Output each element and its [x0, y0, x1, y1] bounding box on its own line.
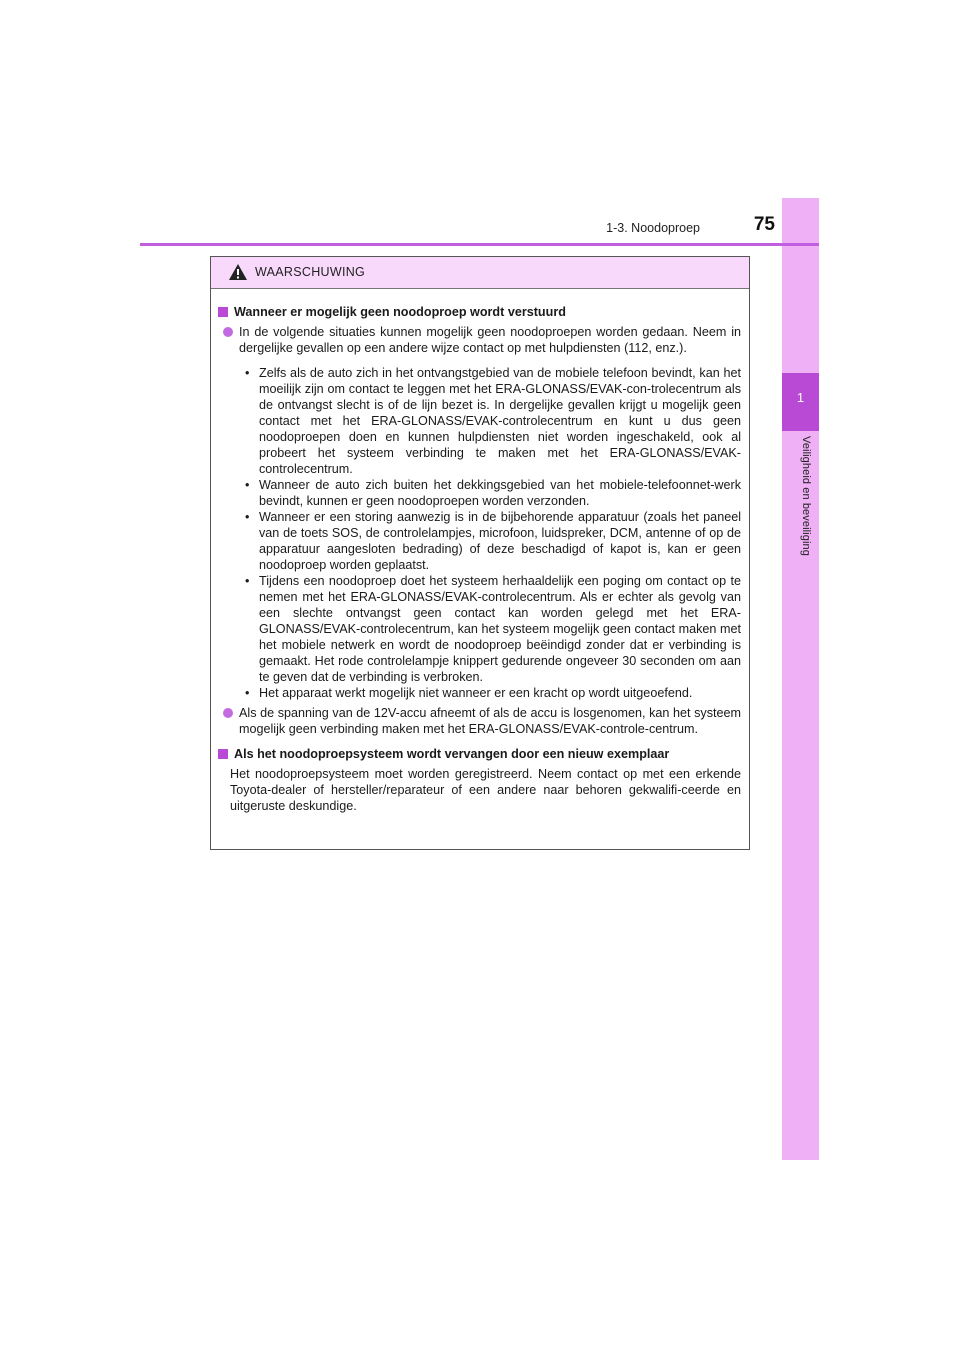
bullet-item	[245, 685, 741, 701]
warning-title: WAARSCHUWING	[255, 265, 366, 279]
square-bullet-icon	[218, 307, 228, 317]
dot-bullet-icon: •	[245, 510, 250, 524]
bullet-item	[245, 477, 741, 509]
bullet-item	[245, 573, 741, 685]
dot-bullet-icon: •	[245, 478, 250, 492]
section-heading-text: Wanneer er mogelijk geen noodoproep wordt verstuurd	[234, 305, 566, 319]
list-item-text: Als de spanning van de 12V-accu afneemt of als de accu is losgenomen, kan het systeem mogelijk geen verbinding maken met het ERA-GLONASS/EVAK-controle-centrum.	[239, 706, 741, 736]
section-heading	[218, 304, 741, 320]
list-item	[218, 324, 741, 356]
dot-bullet-icon: •	[245, 574, 250, 588]
warning-triangle-icon	[228, 263, 248, 281]
bullet-text: Zelfs als de auto zich in het ontvangstgebied van de mobiele telefoon bevindt, kan het moeilijk zijn om contact te leggen met het ERA-GLONASS/EVAK-con-trolecentrum als de ontvangst slecht is of de lijn bezet is. In dergelijke gevallen krijgt u mogelijk geen contact met het ERA-GLONASS/EVAK-controlecentrum en kunt u dus geen noodoproepen doen en kunnen hulpdiensten niet worden ingeschakeld, ook al probeert het systeem verbinding te maken met het ERA-GLONASS/EVAK-controlecentrum.	[259, 366, 741, 476]
dot-bullet-icon: •	[245, 686, 250, 700]
circle-bullet-icon	[223, 327, 233, 337]
bullet-text: Wanneer er een storing aanwezig is in de bijbehorende apparatuur (zoals het paneel van de toets SOS, de controlelampjes, microfoon, luidspreker, DCM, antenne of op de apparatuur aangesloten bedrading) of deze beschadigd of kapot is, kan er geen noodoproep worden geplaatst.	[259, 510, 741, 572]
bullet-text: Tijdens een noodoproep doet het systeem herhaaldelijk een poging om contact op te nemen met het ERA-GLONASS/EVAK-controlecentrum. Als er echter als gevolg van een slechte ontvangst geen contact kan worden gelegd met het ERA-GLONASS/EVAK-controlecentrum, kan het systeem mogelijk geen contact maken met het mobiele netwerk en wordt de noodoproep beëindigd zonder dat er verbinding is gemaakt. Het rode controlelampje knippert gedurende ongeveer 30 seconden om aan te geven dat de verbinding is verbroken.	[259, 574, 741, 684]
warning-content	[211, 289, 749, 814]
bullet-item	[245, 365, 741, 477]
section-heading-text: Als het noodoproepsysteem wordt vervangen door een nieuw exemplaar	[234, 747, 670, 761]
chapter-number: 1	[796, 390, 805, 405]
page-number: 75	[753, 214, 775, 235]
chapter-label: Veiligheid en beveiliging	[800, 436, 812, 556]
section-title: 1-3. Noodoproep	[606, 221, 700, 235]
bullet-list	[245, 365, 741, 701]
chapter-side-tab	[782, 198, 819, 1160]
bullet-text: Wanneer de auto zich buiten het dekkingsgebied van het mobiele-telefoonnet-werk bevindt, kunnen er geen noodoproepen worden verzonden.	[259, 478, 741, 508]
circle-bullet-icon	[223, 708, 233, 718]
list-item-text: In de volgende situaties kunnen mogelijk geen noodoproepen worden gedaan. Neem in dergelijke gevallen op een andere wijze contact op met hulpdiensten (112, enz.).	[239, 325, 741, 355]
warning-header	[211, 257, 749, 289]
section-heading	[218, 746, 741, 762]
bullet-item	[245, 509, 741, 573]
list-item	[218, 705, 741, 737]
bullet-text: Het apparaat werkt mogelijk niet wanneer er een kracht op wordt uitgeoefend.	[259, 686, 693, 700]
header-rule	[140, 243, 819, 246]
square-bullet-icon	[218, 749, 228, 759]
warning-box	[210, 256, 750, 850]
dot-bullet-icon: •	[245, 366, 250, 380]
section-body-text: Het noodoproepsysteem moet worden geregistreerd. Neem contact op met een erkende Toyota-dealer of hersteller/reparateur of een andere naar behoren gekwalifi-ceerde en uitgeruste deskundige.	[230, 767, 741, 813]
